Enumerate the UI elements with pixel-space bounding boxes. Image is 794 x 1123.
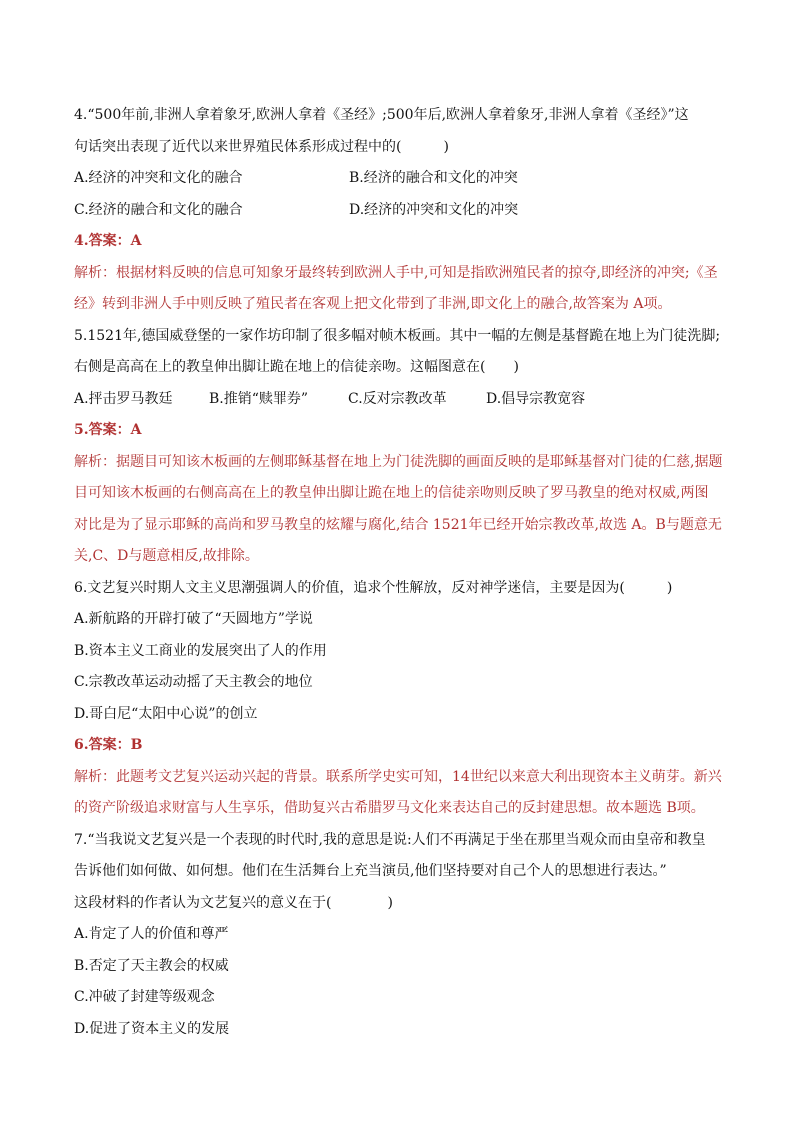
q5-option-c: C.反对宗教改革 (348, 390, 447, 407)
q4-options-row-1 (74, 163, 734, 195)
q6-stem: 6.文艺复兴时期人文主义思潮强调人的价值，追求个性解放，反对神学迷信，主要是因为( ) (74, 579, 673, 596)
q5-option-a: A.抨击罗马教廷 (74, 390, 173, 407)
q5-answer: 5.答案：A (74, 422, 142, 438)
q5-options-row (74, 384, 734, 416)
q6-option-b: B.资本主义工商业的发展突出了人的作用 (74, 642, 327, 659)
q7-option-b: B.否定了天主教会的权威 (74, 957, 229, 974)
q7-stem-line-1: 7.“当我说文艺复兴是一个表现的时代时,我的意思是说:人们不再满足于坐在那里当观众而由皇帝和教皇 (74, 831, 706, 848)
q6-option-d: D.哥白尼“太阳中心说”的创立 (74, 705, 258, 722)
q6-option-a: A.新航路的开辟打破了“天圆地方”学说 (74, 611, 313, 627)
q5-analysis-line-1: 解析：据题目可知该木板画的左侧耶稣基督在地上为门徒洗脚的画面反映的是耶稣基督对门徒的仁慈,据题 (74, 453, 723, 470)
q7-option-c: C.冲破了封建等级观念 (74, 989, 215, 1005)
q5-analysis-line-3: 对比是为了显示耶稣的高尚和罗马教皇的炫耀与腐化,结合 1521年已经开始宗教改革,故选 A。B与题意无 (74, 516, 722, 533)
q4-stem-line-2: 句话突出表现了近代以来世界殖民体系形成过程中的( ) (74, 138, 449, 155)
q7-option-a: A.肯定了人的价值和尊严 (74, 926, 229, 942)
q4-option-c: C.经济的融合和文化的融合 (74, 201, 243, 218)
question-list (74, 100, 734, 1045)
q7-option-d: D.促进了资本主义的发展 (74, 1020, 230, 1037)
q6-analysis-line-2: 的资产阶级追求财富与人生享乐，借助复兴古希腊罗马文化来表达自己的反封建思想。故本题选 B项。 (74, 800, 705, 816)
q5-option-b: B.推销“赎罪券” (209, 390, 309, 407)
q4-option-b: B.经济的融合和文化的冲突 (349, 170, 518, 186)
q6-answer: 6.答案：B (74, 737, 143, 753)
q7-stem-line-3: 这段材料的作者认为文艺复兴的意义在于( ) (74, 894, 393, 911)
q5-option-d: D.倡导宗教宽容 (486, 390, 586, 407)
q4-option-d: D.经济的冲突和文化的冲突 (349, 201, 519, 218)
q5-stem-line-1: 5.1521年,德国威登堡的一家作坊印制了很多幅对帧木板画。其中一幅的左侧是基督跪在地上为门徒洗脚; (74, 327, 721, 344)
q5-stem-line-2: 右侧是高高在上的教皇伸出脚让跪在地上的信徒亲吻。这幅图意在( ) (74, 359, 519, 375)
q4-stem-line-1: 4.“500年前,非洲人拿着象牙,欧洲人拿着《圣经》;500年后,欧洲人拿着象牙,非洲人拿着《圣经》”这 (74, 107, 689, 123)
q6-option-c: C.宗教改革运动动摇了天主教会的地位 (74, 674, 313, 690)
q6-analysis-line-1: 解析：此题考文艺复兴运动兴起的背景。联系所学史实可知，14世纪以来意大利出现资本主义萌芽。新兴 (74, 768, 722, 785)
q5-analysis-line-4: 关,C、D与题意相反,故排除。 (74, 548, 259, 564)
q4-options-row-2 (74, 195, 734, 227)
q5-analysis-line-2: 目可知该木板画的右侧高高在上的教皇伸出脚让跪在地上的信徒亲吻则反映了罗马教皇的绝对权威,两图 (74, 485, 709, 501)
q4-answer: 4.答案：A (74, 233, 142, 249)
q4-analysis-line-2: 经》转到非洲人手中则反映了殖民者在客观上把文化带到了非洲,即文化上的融合,故答案为 A项。 (74, 296, 672, 312)
q4-analysis-line-1: 解析：根据材料反映的信息可知象牙最终转到欧洲人手中,可知是指欧洲殖民者的掠夺,即经济的冲突;《圣 (74, 264, 718, 281)
q4-option-a: A.经济的冲突和文化的融合 (74, 170, 243, 186)
q7-stem-line-2: 告诉他们如何做、如何想。他们在生活舞台上充当演员,他们坚持要对自己个人的思想进行表达。” (74, 863, 667, 879)
